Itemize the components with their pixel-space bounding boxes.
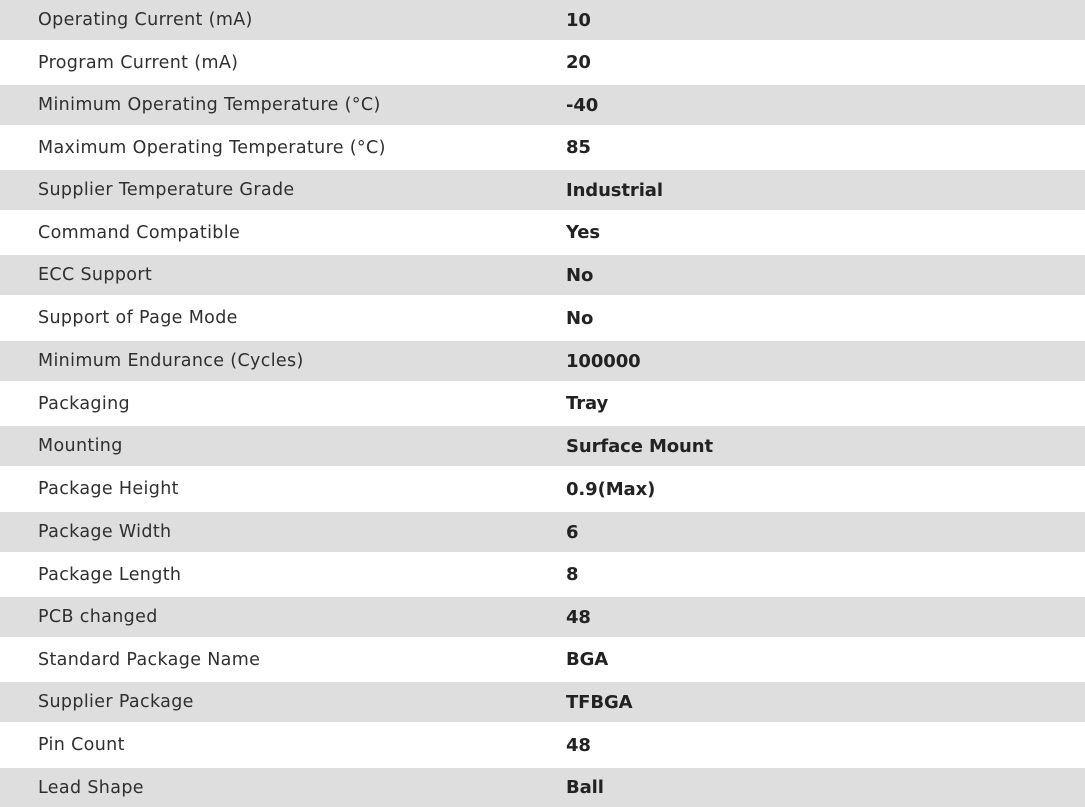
spec-value: Surface Mount bbox=[566, 435, 713, 457]
table-row bbox=[0, 768, 1085, 807]
spec-label: Minimum Endurance (Cycles) bbox=[38, 351, 304, 371]
spec-value: Yes bbox=[566, 222, 601, 243]
spec-value: 48 bbox=[566, 734, 591, 756]
table-row bbox=[0, 295, 1085, 341]
table-row bbox=[0, 85, 1085, 125]
table-row bbox=[0, 512, 1085, 552]
spec-value: 10 bbox=[566, 9, 591, 31]
spec-value: 100000 bbox=[566, 350, 641, 372]
spec-value: No bbox=[566, 264, 594, 286]
spec-label: Mounting bbox=[38, 436, 123, 456]
table-row bbox=[0, 40, 1085, 85]
spec-label: Command Compatible bbox=[38, 222, 241, 243]
spec-value: 20 bbox=[566, 52, 591, 73]
spec-value: Industrial bbox=[566, 179, 663, 201]
spec-value: 48 bbox=[566, 606, 591, 628]
table-row bbox=[0, 0, 1085, 40]
table-row bbox=[0, 125, 1085, 170]
spec-label: Operating Current (mA) bbox=[38, 10, 253, 30]
spec-label: Standard Package Name bbox=[38, 649, 261, 670]
spec-label: Package Length bbox=[38, 564, 182, 585]
spec-value: 85 bbox=[566, 137, 591, 158]
table-row bbox=[0, 170, 1085, 210]
spec-label: ECC Support bbox=[38, 265, 153, 285]
spec-value: Ball bbox=[566, 777, 604, 798]
spec-value: 8 bbox=[566, 564, 579, 585]
table-row bbox=[0, 466, 1085, 512]
table-row bbox=[0, 426, 1085, 466]
table-row bbox=[0, 637, 1085, 682]
spec-label: Supplier Temperature Grade bbox=[38, 180, 295, 200]
spec-value: Tray bbox=[566, 393, 609, 414]
spec-label: Supplier Package bbox=[38, 692, 194, 712]
table-row bbox=[0, 341, 1085, 381]
table-row bbox=[0, 722, 1085, 768]
spec-label: Support of Page Mode bbox=[38, 308, 238, 328]
table-row bbox=[0, 552, 1085, 597]
spec-label: Package Height bbox=[38, 479, 179, 499]
spec-label: Package Width bbox=[38, 522, 172, 542]
table-row bbox=[0, 682, 1085, 722]
spec-value: 0.9(Max) bbox=[566, 478, 656, 500]
spec-value: 6 bbox=[566, 521, 579, 543]
spec-value: No bbox=[566, 307, 594, 329]
table-row bbox=[0, 597, 1085, 637]
spec-label: Program Current (mA) bbox=[38, 52, 239, 73]
spec-label: PCB changed bbox=[38, 607, 158, 627]
spec-label: Lead Shape bbox=[38, 777, 144, 798]
table-row bbox=[0, 255, 1085, 295]
spec-value: -40 bbox=[566, 94, 599, 116]
spec-label: Maximum Operating Temperature (°C) bbox=[38, 137, 386, 158]
table-row bbox=[0, 210, 1085, 255]
spec-label: Minimum Operating Temperature (°C) bbox=[38, 95, 381, 115]
spec-value: TFBGA bbox=[566, 691, 633, 713]
table-row bbox=[0, 381, 1085, 426]
spec-label: Pin Count bbox=[38, 735, 125, 755]
spec-value: BGA bbox=[566, 649, 609, 670]
spec-label: Packaging bbox=[38, 393, 130, 414]
